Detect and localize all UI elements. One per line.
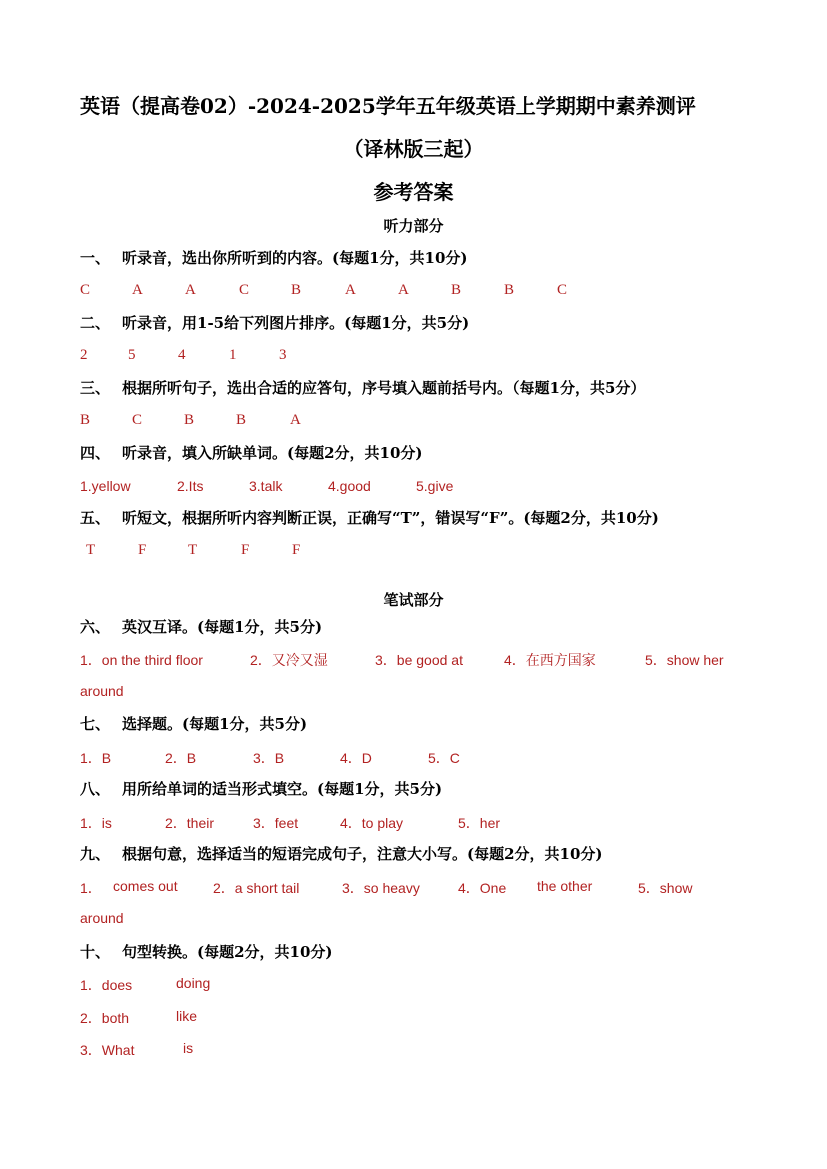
question-3-heading: 三、 根据所听句子，选出合适的应答句，序号填入题前括号内。（每题1分，共5分）	[80, 379, 646, 397]
answer: T	[86, 542, 96, 558]
answer: A	[290, 412, 301, 428]
answer: 4．D	[340, 750, 372, 766]
answer-continuation: around	[80, 683, 124, 699]
answer: 3．be good at	[375, 652, 463, 668]
answer: B	[291, 282, 302, 298]
answer: C	[80, 282, 91, 298]
answer: 3．feet	[253, 815, 299, 831]
answer: 4．to play	[340, 815, 404, 831]
answer: 4．One	[458, 880, 507, 896]
question-6-heading: 六、 英汉互译。(每题1分，共5分)	[80, 618, 323, 636]
answer: 4	[178, 347, 186, 363]
answer: 5	[128, 347, 136, 363]
answer: A	[185, 282, 196, 298]
doc-title-line2: （译林版三起）	[343, 137, 484, 161]
answer: 1．B	[80, 750, 112, 766]
answer: B	[184, 412, 195, 428]
question-7-heading: 七、 选择题。(每题1分，共5分)	[80, 715, 308, 733]
answer: the other	[537, 878, 593, 894]
answer: B	[504, 282, 515, 298]
answer: 2．a short tail	[213, 880, 300, 896]
question-2-heading: 二、 听录音，用1-5给下列图片排序。(每题1分，共5分)	[80, 314, 470, 332]
question-4-heading: 四、 听录音，填入所缺单词。(每题2分，共10分)	[80, 444, 423, 462]
answer: 2．their	[165, 815, 215, 831]
answer: doing	[176, 975, 211, 991]
question-1-heading: 一、 听录音，选出你所听到的内容。(每题1分，共10分)	[80, 249, 468, 267]
answer: 1．	[80, 880, 102, 896]
answer: A	[398, 282, 409, 298]
answer: 5．show her	[645, 652, 724, 668]
answer: 1.yellow	[80, 478, 131, 494]
answer: 5．her	[458, 815, 501, 831]
answer: 3．B	[253, 750, 285, 766]
answer: B	[236, 412, 247, 428]
answer: 4．在西方国家	[504, 652, 596, 668]
answer: 5．C	[428, 750, 460, 766]
answer: 2.Its	[177, 478, 204, 494]
answer: 1．is	[80, 815, 112, 831]
answer: C	[557, 282, 568, 298]
answer: 4.good	[328, 478, 371, 494]
answer: 2．both	[80, 1010, 130, 1026]
answer: F	[241, 542, 250, 558]
answer: like	[176, 1008, 198, 1024]
answer: 2．B	[165, 750, 197, 766]
answer: C	[239, 282, 250, 298]
answer: 1．on the third floor	[80, 652, 203, 668]
answer: 3．What	[80, 1042, 135, 1058]
question-8-heading: 八、 用所给单词的适当形式填空。(每题1分，共5分)	[80, 780, 443, 798]
section-heading-listening: 听力部分	[383, 217, 444, 235]
section-heading-writing: 笔试部分	[383, 591, 444, 609]
answer: F	[138, 542, 147, 558]
answer: 1	[229, 347, 237, 363]
answer: 5．show	[638, 880, 693, 896]
answer: 5.give	[416, 478, 454, 494]
answer: B	[451, 282, 462, 298]
answer: C	[132, 412, 143, 428]
answer: F	[292, 542, 301, 558]
doc-subtitle: 参考答案	[373, 180, 454, 204]
answer: 2．又冷又湿	[250, 652, 328, 668]
answer: comes out	[113, 878, 178, 894]
question-9-heading: 九、 根据句意，选择适当的短语完成句子，注意大小写。(每题2分，共10分)	[80, 845, 603, 863]
answer: 2	[80, 347, 88, 363]
question-10-heading: 十、 句型转换。(每题2分，共10分)	[80, 943, 333, 961]
answer: 3.talk	[249, 478, 283, 494]
answer-continuation: around	[80, 910, 124, 926]
answer: is	[183, 1040, 194, 1056]
answer: B	[80, 412, 91, 428]
answer: A	[345, 282, 356, 298]
answer: 3	[279, 347, 287, 363]
answer: 3．so heavy	[342, 880, 420, 896]
answer: T	[188, 542, 198, 558]
question-5-heading: 五、 听短文，根据所听内容判断正误，正确写“T”，错误写“F”。(每题2分，共10分)	[80, 509, 659, 527]
answer: A	[132, 282, 143, 298]
answer: 1．does	[80, 977, 133, 993]
doc-title-line1: 英语（提高卷02）-2024-2025学年五年级英语上学期期中素养测评	[80, 94, 696, 118]
